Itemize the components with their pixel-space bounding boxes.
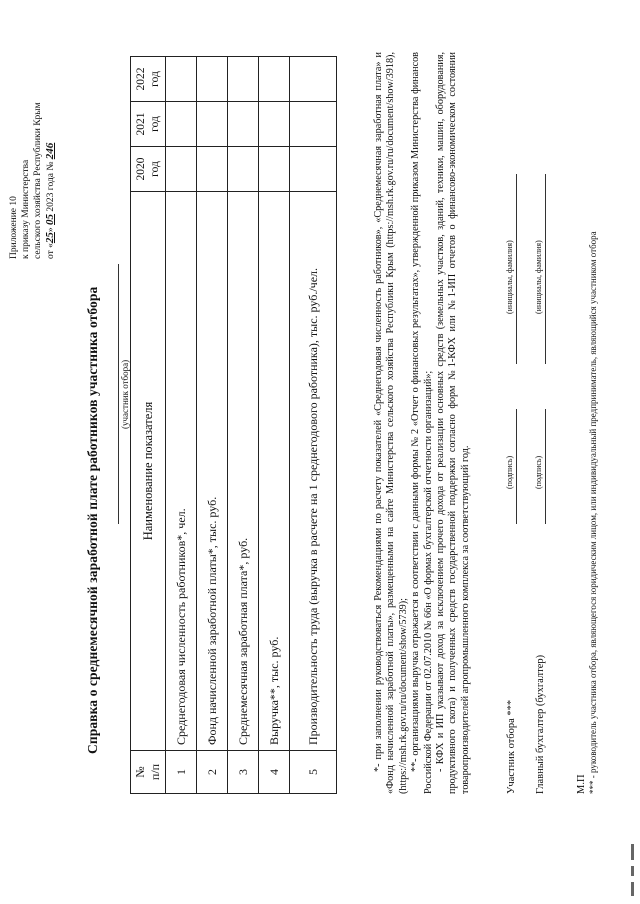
footnote-triple-star: *** - руководитель участника отбора, являющегося юридическим лицом, или индивидуальный предприниматель, являющийся участником отбора: [588, 231, 598, 794]
document-title: Справка о среднемесячной заработной плате работников участника отбора: [85, 286, 100, 754]
col-no-header: № п/п: [131, 751, 166, 794]
annex-line-2: к приказу Министерства: [21, 159, 31, 259]
table-row: 1 Среднегодовая численность работников*, чел.: [166, 57, 197, 794]
scan-edge-mark: [631, 844, 634, 860]
accountant-initials-line: [545, 174, 546, 364]
table-header-row: [131, 57, 166, 794]
table-row: 3 Среднемесячная заработная плата*, руб.: [228, 57, 259, 794]
table-row: 5 Производительность труда (выручка в расчете на 1 среднегодового работника), тыс. руб./чел.: [290, 57, 337, 794]
annex-day: 25: [44, 232, 56, 244]
participant-line: [118, 264, 119, 524]
participant-signature-label: Участник отбора ***: [506, 699, 517, 794]
note-3: - КФХ и ИП указывают доход за исключением прочего дохода от реализации основных средств (земельных участков, зданий, техники, машин, оборудования, продуктивного скота) и полученных средств государственной поддержки согласно форм №1-КФХ или №1-ИП отчетов о финансово-экономическом состоянии товаропроизводителей агропромышленного комплекса за соответствующий год.: [435, 52, 471, 794]
annex-line-3: сельского хозяйства Республики Крым: [33, 102, 43, 259]
accountant-signature-label: Главный бухгалтер (бухгалтер): [535, 654, 546, 794]
accountant-signature-line: [545, 409, 546, 524]
table-row: 2 Фонд начисленной заработной платы*, тыс. руб.: [197, 57, 228, 794]
annex-line-1: Приложение 10: [9, 196, 19, 259]
participant-signature-line: [516, 409, 517, 524]
col-name-header: Наименование показателя: [131, 192, 166, 751]
col-year-2022: 2022 год: [131, 57, 166, 102]
note-2: **- организациями выручка отражается в соответствии с данными формы № 2 «Отчет о финансовых результатах», утвержденной приказом Министерства финансов Российской Федерации от 02.07.2010 № 66н «О формах бухгалтерской отчетности организаций»;: [410, 52, 434, 794]
annex-month: 05: [44, 213, 56, 225]
col-year-2021: 2021 год: [131, 102, 166, 147]
participant-caption: (участник отбора): [120, 359, 130, 429]
annex-date-line: от «25» 05 2023 года № 246: [44, 142, 56, 259]
indicators-table: [130, 56, 337, 794]
participant-signature-caption: (подпись): [505, 455, 514, 489]
participant-initials-caption: (инициалы, фамилия): [505, 240, 514, 314]
participant-initials-line: [516, 174, 517, 364]
scan-edge-mark: [631, 882, 634, 896]
footnotes-block: [373, 52, 472, 794]
annex-header: [8, 102, 57, 259]
accountant-initials-caption: (инициалы, фамилия): [534, 240, 543, 314]
col-year-2020: 2020 год: [131, 147, 166, 192]
table-row: 4 Выручка**, тыс. руб.: [259, 57, 290, 794]
annex-number: 246: [44, 142, 56, 160]
stamp-place: М.П: [576, 774, 587, 794]
accountant-signature-caption: (подпись): [534, 455, 543, 489]
note-1: *- при заполнении руководствоваться Рекомендациями по расчету показателей «Среднегодовая численность работников», «Среднемесячная заработная плата» и «Фонд начисленной заработной платы», размещенными на сайте Министерства сельского хозяйства Республики Крым (https://msh.rk.gov.ru/ru/document/show/3918), (https://msh.rk.gov.ru/ru/document/show/5739);: [373, 52, 409, 794]
scan-edge-mark: [631, 866, 634, 876]
